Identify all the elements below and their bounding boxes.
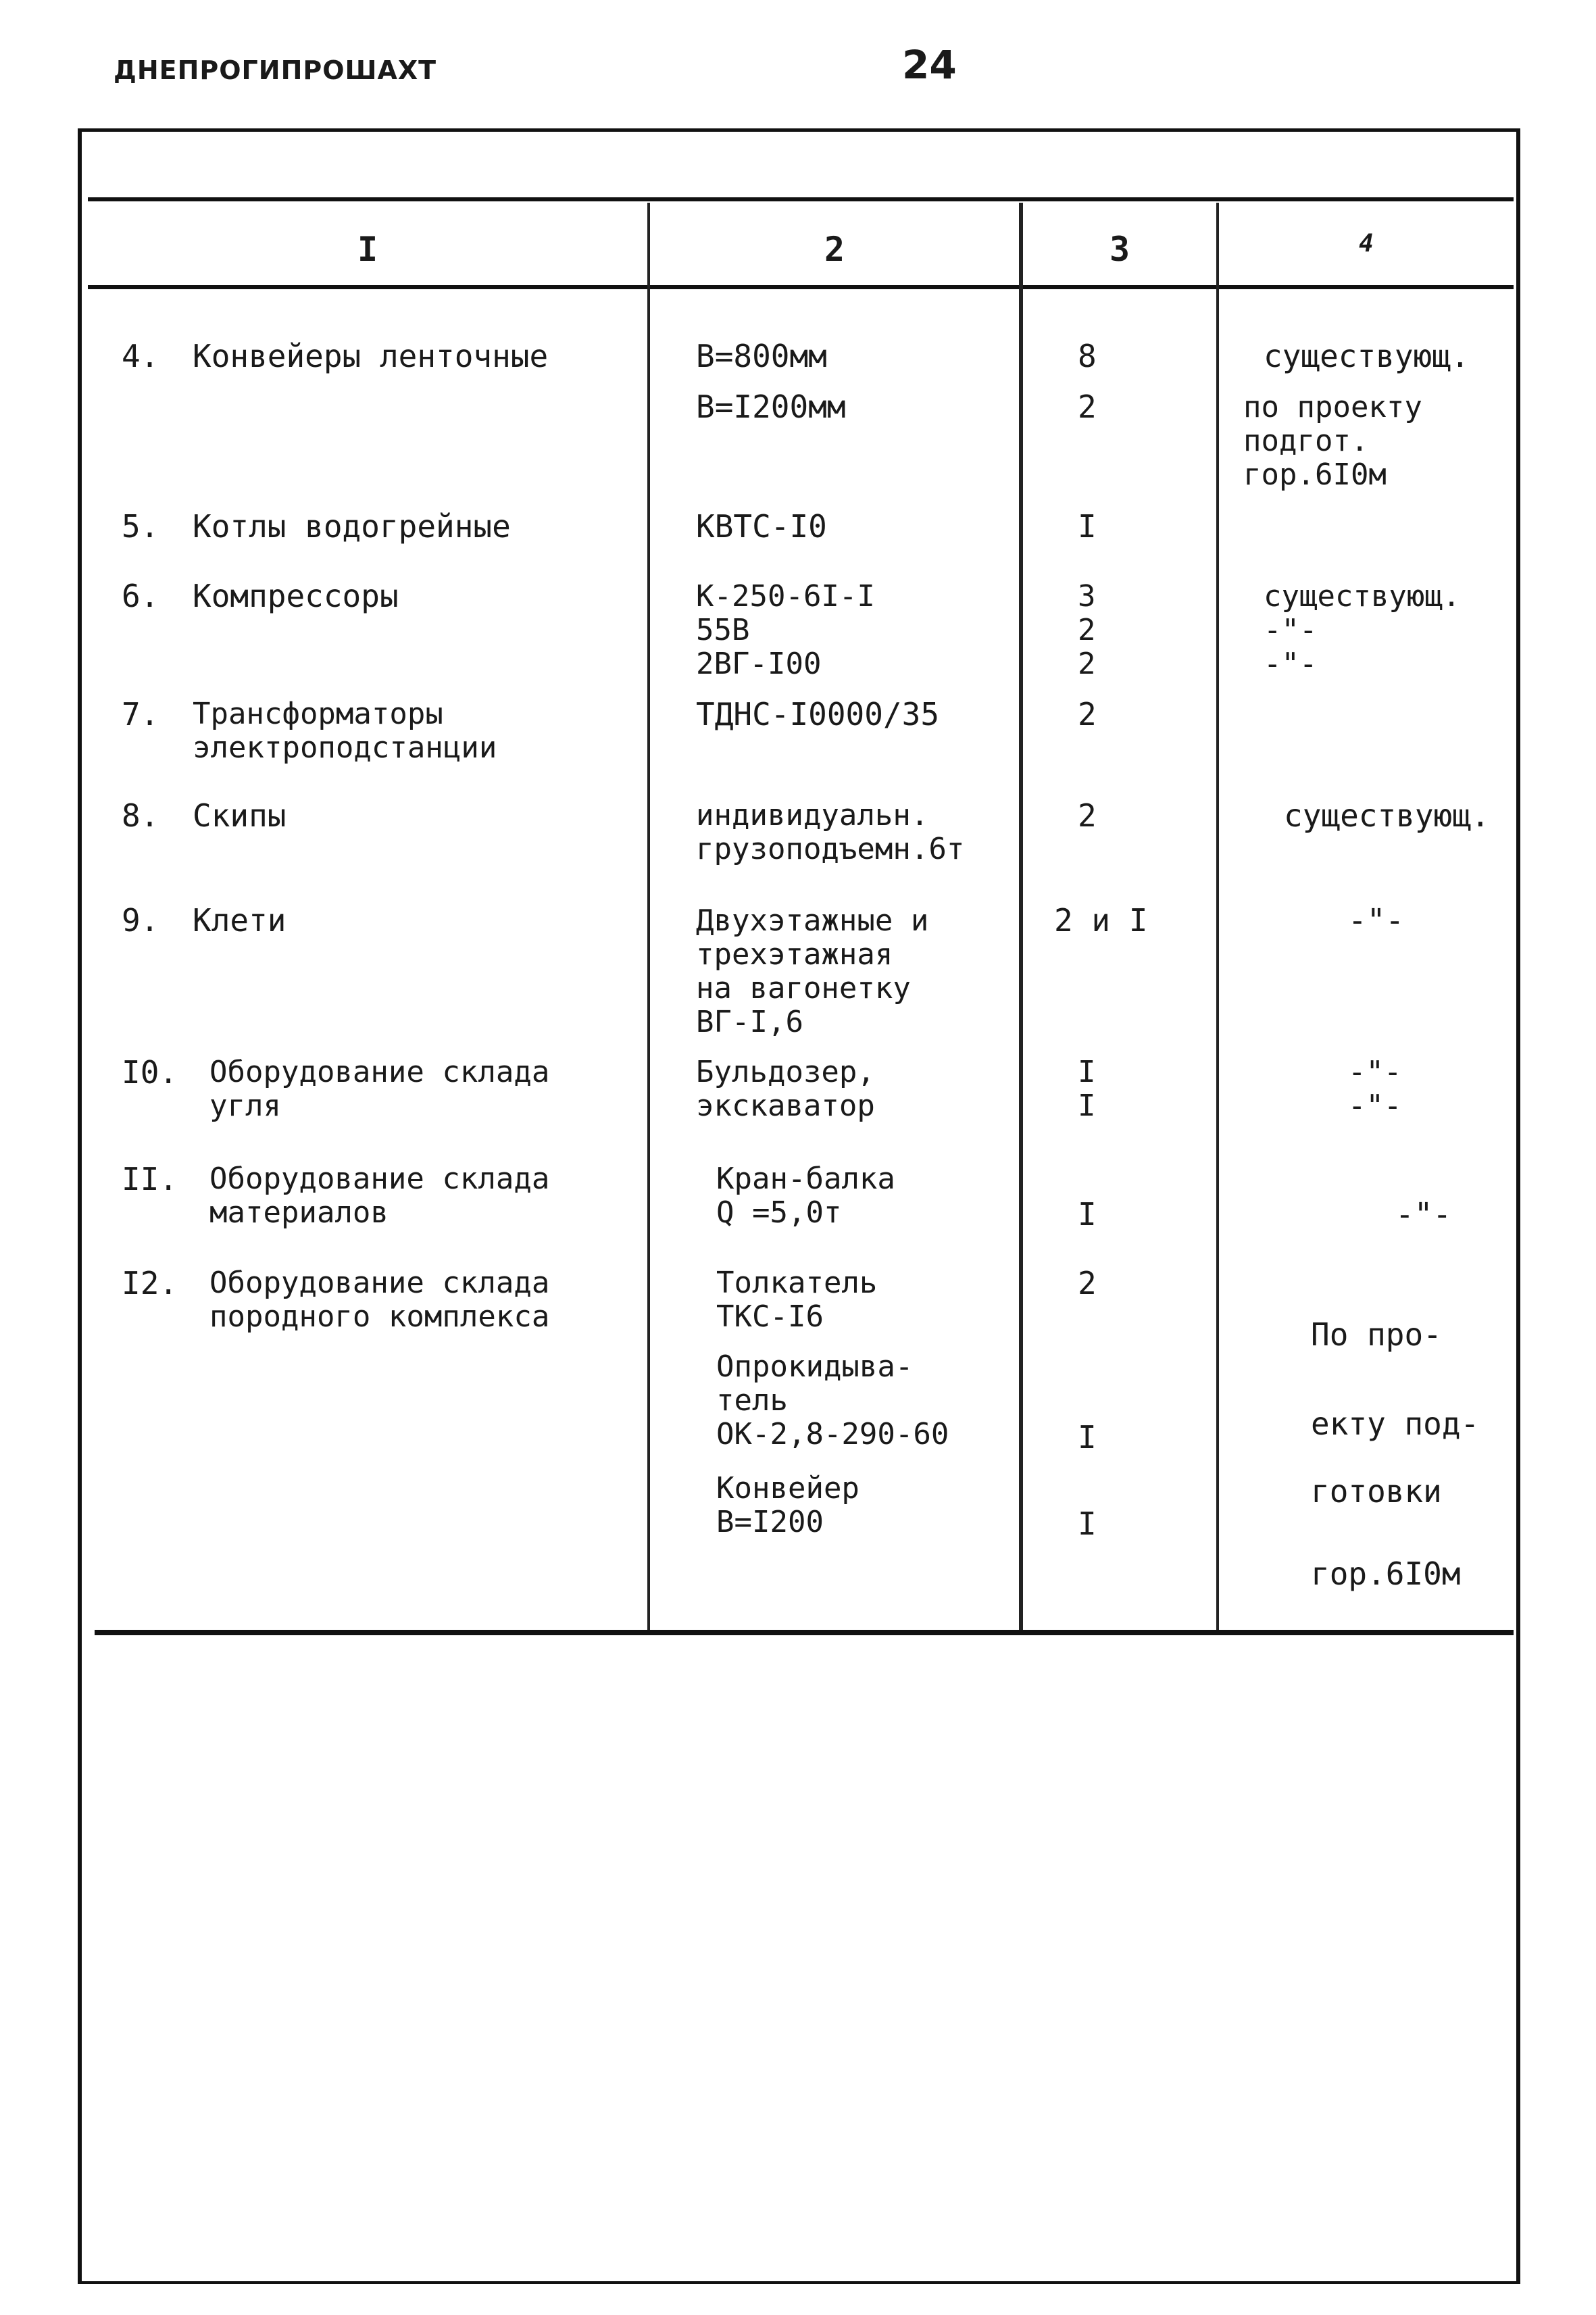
row-note: екту под- (1311, 1405, 1480, 1442)
row-qty: I (1078, 1505, 1097, 1542)
row-model: Двухэтажные и трехэтажная на вагонетку ВГ-I,6 (696, 903, 929, 1039)
row-number: 8. (122, 797, 159, 834)
row-qty: I I (1078, 1055, 1096, 1123)
row-model: К-250-6I-I 55В 2ВГ-I00 (696, 579, 875, 681)
row-name: Скипы (193, 797, 286, 834)
row-number: 9. (122, 902, 159, 939)
row-qty: 2 (1078, 389, 1097, 425)
page-number: 24 (902, 42, 957, 88)
row-model: ТДНС-I0000/35 (696, 696, 940, 732)
row-model: В=I200мм (696, 389, 846, 425)
row-note: существующ. -"- -"- (1264, 579, 1461, 681)
row-note: -"- (1348, 902, 1405, 939)
row-name: Оборудование склада материалов (209, 1162, 550, 1230)
row-note: -"- (1395, 1196, 1452, 1233)
row-note: гор.6I0м (1311, 1555, 1461, 1592)
row-name: Трансформаторы электроподстанции (193, 697, 497, 765)
row-name: Оборудование склада породного комплекса (209, 1266, 550, 1334)
col-header-4: 4 (1359, 230, 1374, 257)
row-model: В=800мм (696, 338, 827, 374)
row-note: по проекту подгот. гор.6I0м (1243, 390, 1422, 492)
row-number: 6. (122, 578, 159, 614)
row-number: I2. (122, 1265, 178, 1301)
row-qty: I (1078, 1419, 1097, 1455)
row-qty: 2 (1078, 696, 1097, 732)
col-header-2: 2 (824, 230, 845, 269)
row-qty: 8 (1078, 338, 1097, 374)
row-name: Клети (193, 902, 286, 939)
row-qty: I (1078, 1196, 1097, 1233)
row-model: Толкатель ТКС-I6 (716, 1266, 878, 1334)
row-model: Конвейер В=I200 (716, 1471, 859, 1539)
bottom-rule (95, 1630, 1514, 1635)
row-number: 5. (122, 508, 159, 545)
col-header-1: I (357, 230, 378, 269)
row-qty: 3 2 2 (1078, 579, 1096, 681)
row-name: Конвейеры ленточные (193, 338, 549, 374)
row-name: Оборудование склада угля (209, 1055, 550, 1123)
row-note: существующ. (1264, 338, 1470, 374)
col-divider-1 (647, 203, 650, 1630)
col-header-3: 3 (1109, 230, 1130, 269)
top-rule (88, 197, 1514, 201)
row-model: КВТС-I0 (696, 508, 827, 545)
row-qty: 2 (1078, 797, 1097, 834)
row-note: По про- (1311, 1316, 1442, 1353)
row-model: Бульдозер, экскаватор (696, 1055, 875, 1123)
header-rule (88, 285, 1514, 289)
row-qty: 2 и I (1054, 902, 1148, 939)
row-model: Кран-балка Q =5,0т (716, 1162, 895, 1230)
row-name: Компрессоры (193, 578, 399, 614)
row-model: индивидуальн. грузоподъемн.6т (696, 798, 965, 866)
row-qty: 2 (1078, 1265, 1097, 1301)
col-divider-2 (1019, 203, 1023, 1630)
row-qty: I (1078, 508, 1097, 545)
col-divider-3 (1216, 203, 1219, 1630)
row-note: готовки (1311, 1473, 1442, 1510)
row-name: Котлы водогрейные (193, 508, 511, 545)
row-model: Опрокидыва- тель ОК-2,8-290-60 (716, 1349, 949, 1451)
row-note: существующ. (1284, 797, 1490, 834)
org-name: ДНЕПРОГИПРОШАХТ (114, 55, 437, 85)
row-number: I0. (122, 1054, 178, 1091)
row-number: II. (122, 1161, 178, 1197)
row-number: 4. (122, 338, 159, 374)
row-number: 7. (122, 696, 159, 732)
row-note: -"- -"- (1348, 1055, 1402, 1123)
